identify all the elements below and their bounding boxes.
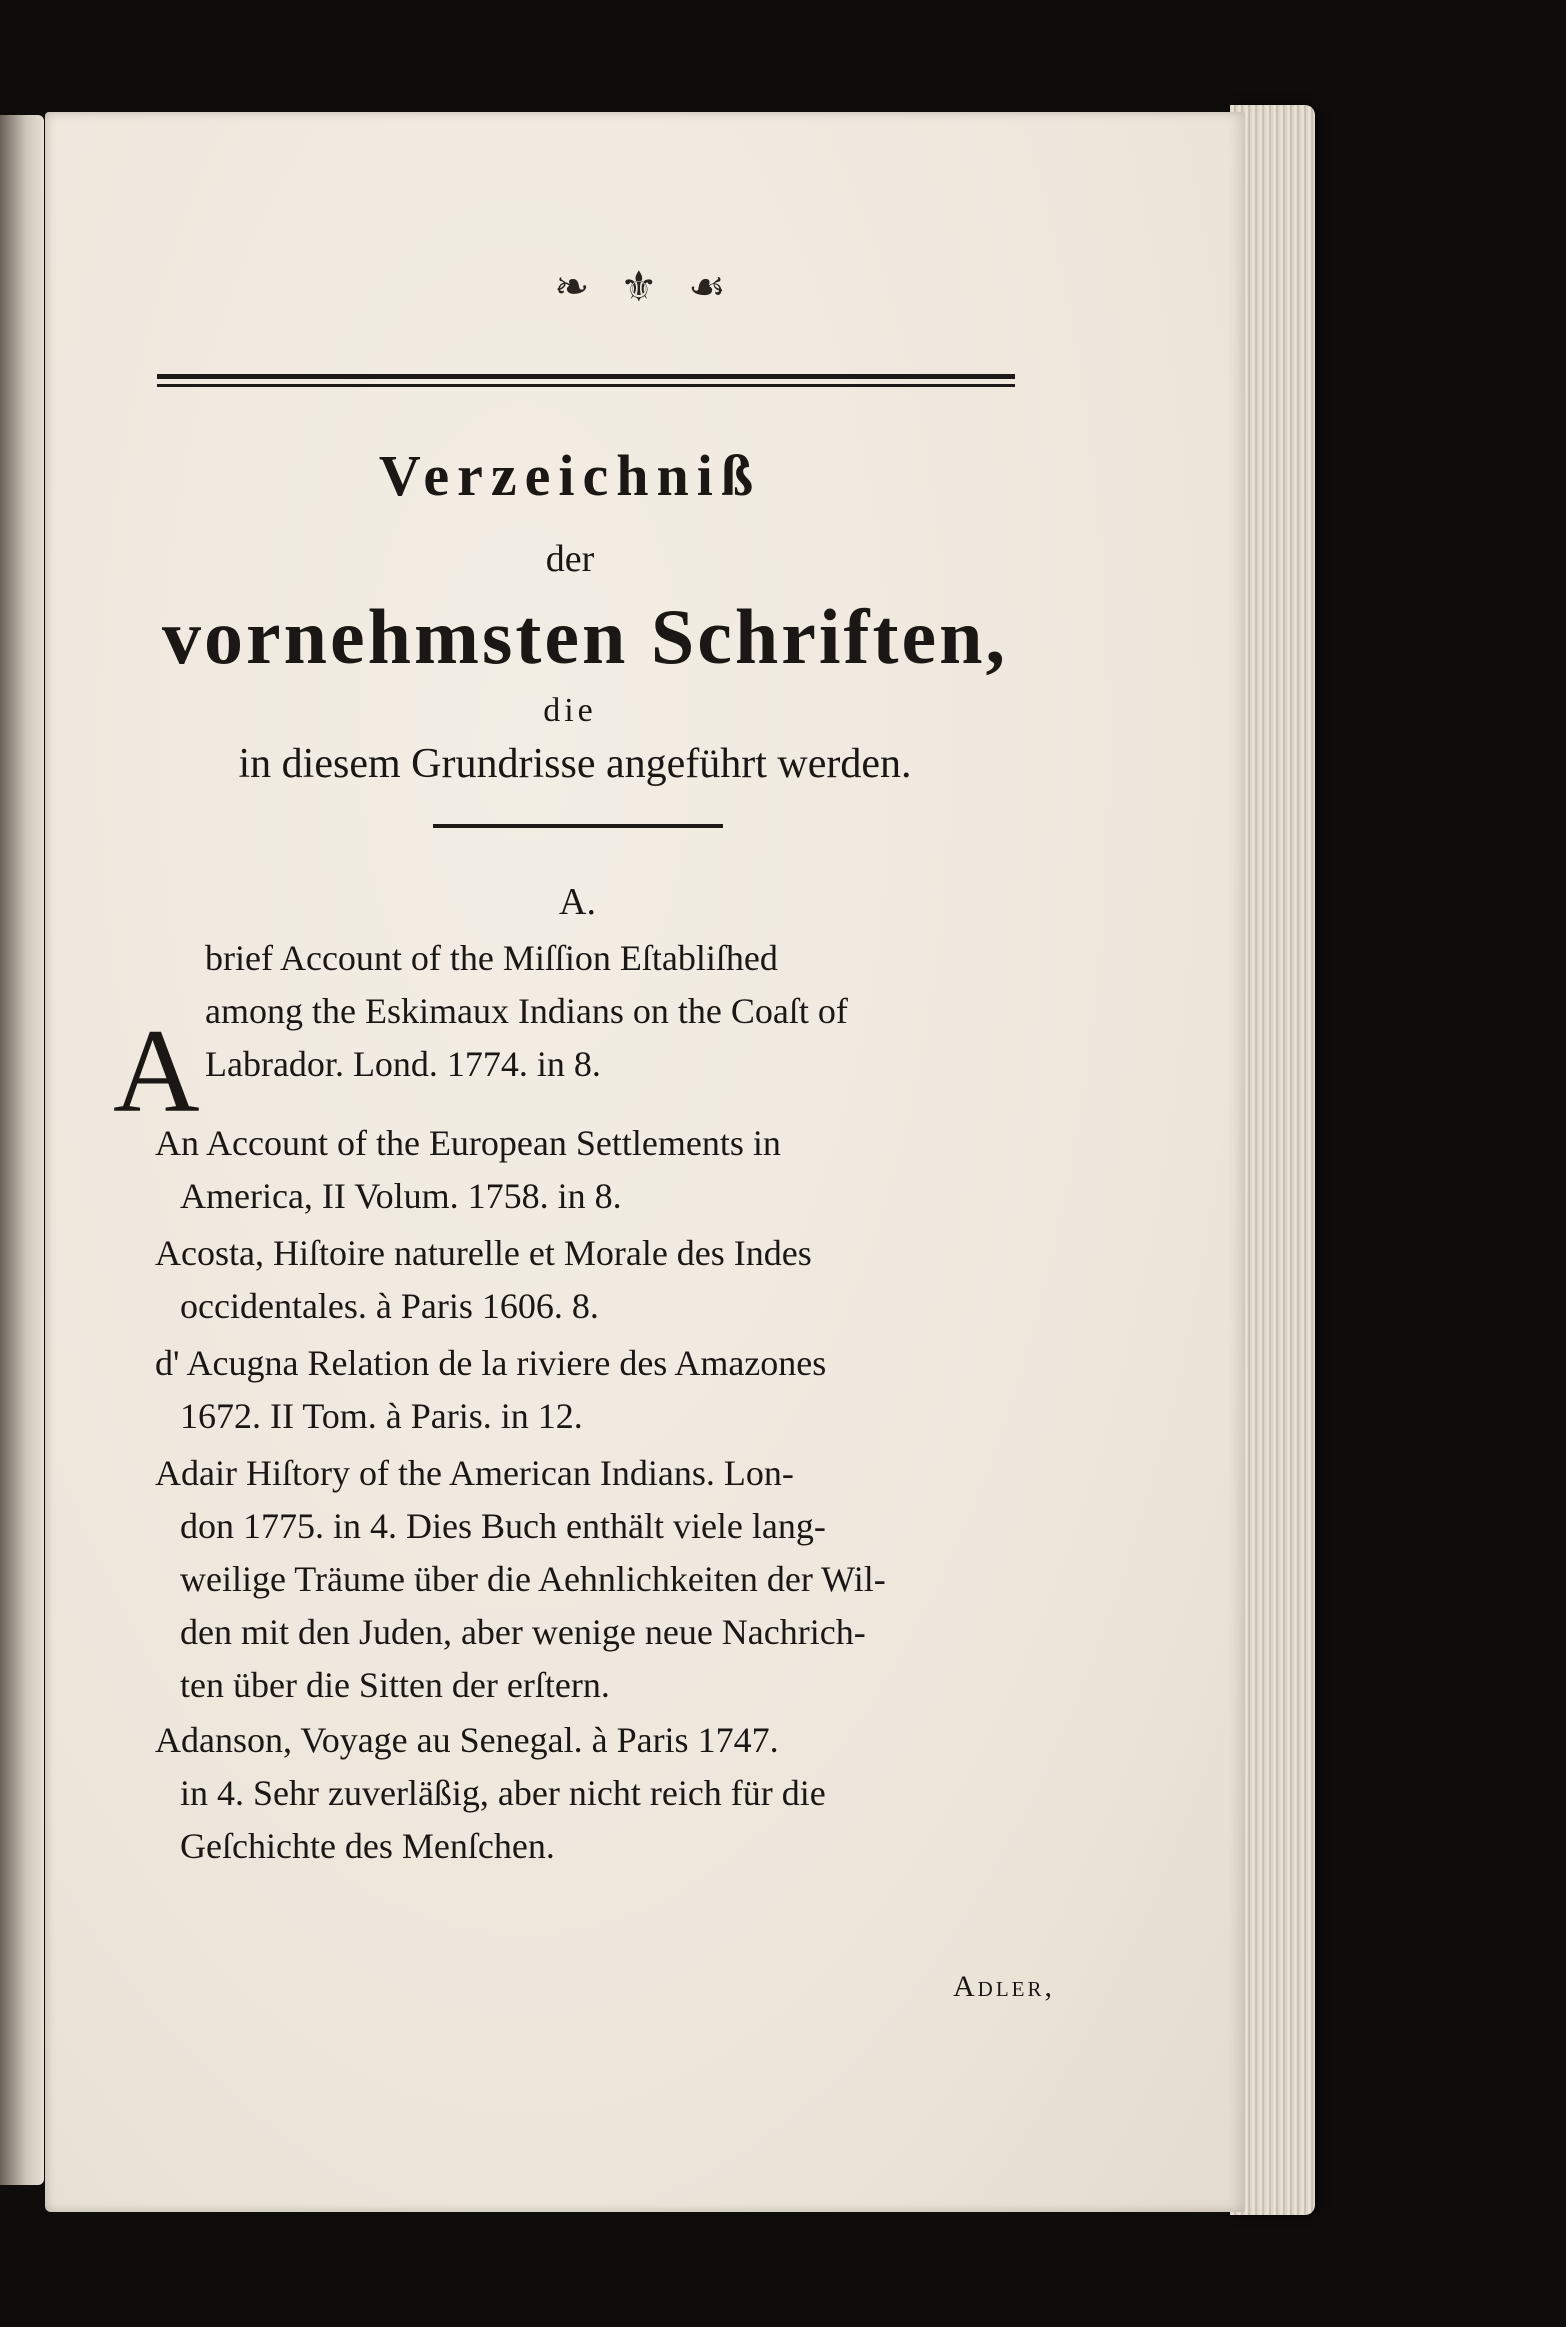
entry-line: d' Acugna Relation de la riviere des Amazones <box>155 1343 827 1383</box>
title-subtitle: in diesem Grundrisse angeführt werden. <box>238 741 912 787</box>
entry-line: among the Eskimaux Indians on the Coaſt of <box>205 991 848 1031</box>
facing-page-edge <box>0 115 44 2185</box>
title-vornehmsten-schriften: vornehmsten Schriften, <box>162 593 1008 680</box>
entry-line: America, II Volum. 1758. in 8. <box>180 1176 622 1216</box>
entry-line: den mit den Juden, aber wenige neue Nachrich- <box>180 1612 866 1652</box>
short-rule <box>433 824 723 828</box>
entry-line: Adanson, Voyage au Senegal. à Paris 1747. <box>155 1720 779 1760</box>
bibliography-entry <box>155 1337 1075 1443</box>
entry-line: Geſchichte des Menſchen. <box>180 1826 555 1866</box>
bibliography-entry <box>155 1227 1075 1333</box>
entry-line: Acosta, Hiſtoire naturelle et Morale des Indes <box>155 1233 812 1273</box>
entry-line: Adair Hiſtory of the American Indians. Lon- <box>155 1453 794 1493</box>
drop-capital: A <box>113 1004 200 1137</box>
entry-line: weilige Träume über die Aehnlichkeiten der Wil- <box>180 1559 886 1599</box>
bibliography-entry <box>155 1714 1075 1873</box>
title-verzeichniss: Verzeichniß <box>378 443 762 508</box>
section-letter: A. <box>559 881 596 923</box>
entry-line: Labrador. Lond. 1774. in 8. <box>205 1044 601 1084</box>
entry-line: don 1775. in 4. Dies Buch enthält viele lang- <box>180 1506 826 1546</box>
bibliography-entry <box>155 932 1075 1091</box>
double-rule <box>157 374 1015 392</box>
entry-line: 1672. II Tom. à Paris. in 12. <box>180 1396 583 1436</box>
entry-line: in 4. Sehr zuverläßig, aber nicht reich für die <box>180 1773 826 1813</box>
entry-line: occidentales. à Paris 1606. 8. <box>180 1286 599 1326</box>
entry-line: An Account of the European Settlements in <box>155 1123 781 1163</box>
entry-line: ten über die Sitten der erſtern. <box>180 1665 610 1705</box>
catchword: Adler, <box>953 1970 1055 2003</box>
entry-line: brief Account of the Miſſion Eſtabliſhed <box>205 938 778 978</box>
title-der: der <box>545 538 595 580</box>
bibliography-entry <box>155 1447 1075 1712</box>
bibliography-entry <box>155 1117 1075 1223</box>
title-die: die <box>543 692 597 729</box>
book-page <box>45 112 1245 2212</box>
header-ornament: ❧ ⚜ ☙ <box>554 265 736 311</box>
